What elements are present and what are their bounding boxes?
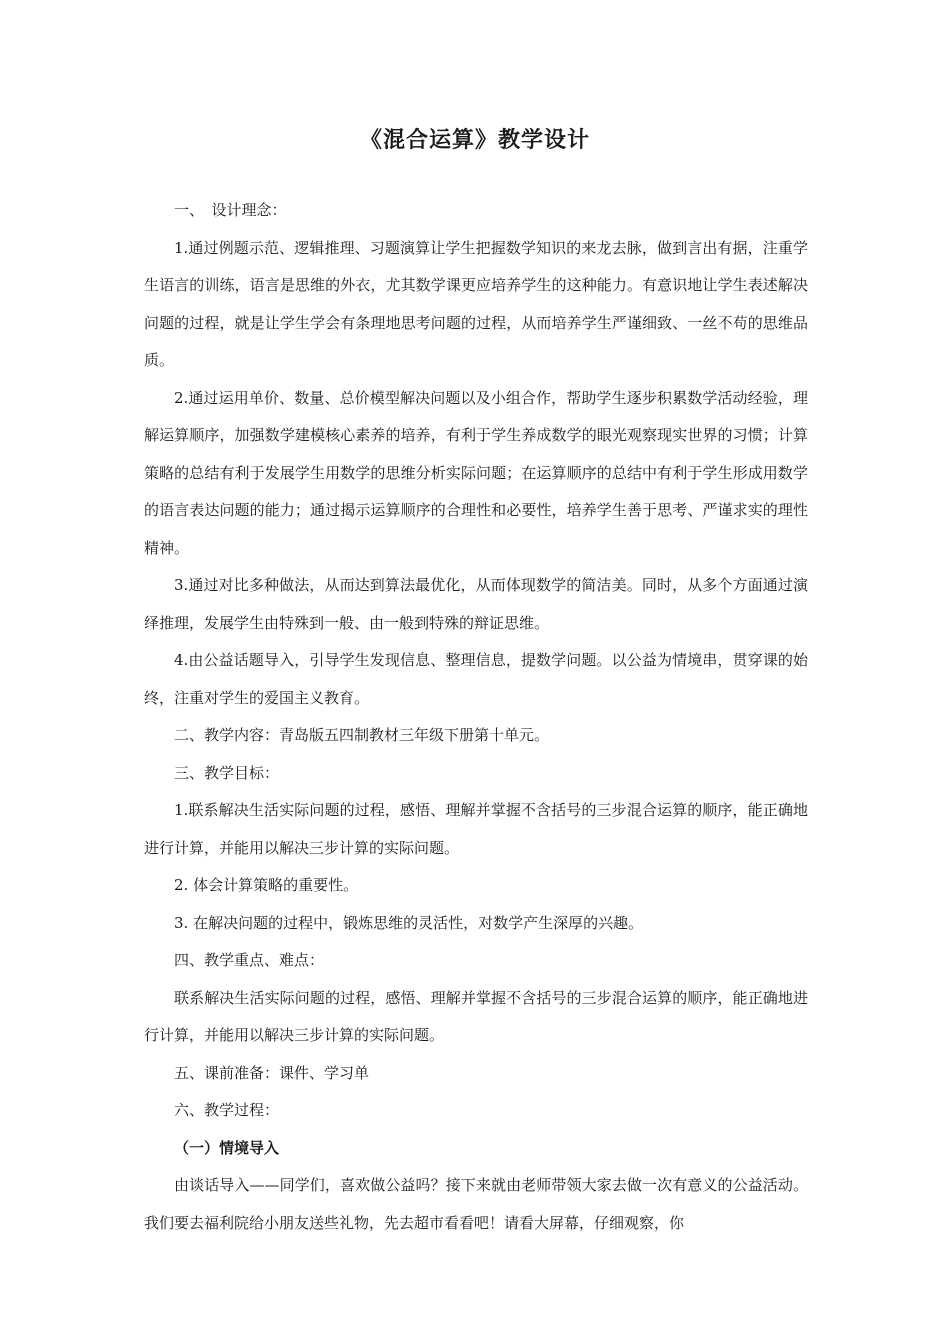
- subsection-heading-scenario-intro: （一）情境导入: [174, 1138, 280, 1157]
- paragraph: 联系解决生活实际问题的过程，感悟、理解并掌握不含括号的三步混合运算的顺序，能正确地进行计算，并能用以解决三步计算的实际问题。: [144, 988, 808, 1044]
- section-heading-design-concept: 一、 设计理念：: [174, 201, 287, 219]
- paragraph: 4.由公益话题导入，引导学生发现信息、整理信息，提数学问题。以公益为情境串，贯穿课的始终，注重对学生的爱国主义教育。: [144, 651, 808, 707]
- paragraph: 2.通过运用单价、数量、总价模型解决问题以及小组合作，帮助学生逐步积累数学活动经验，理解运算顺序，加强数学建模核心素养的培养，有利于学生养成数学的眼光观察现实世界的习惯；计算策略的总结有利于发展学生用数学的思维分析实际问题；在运算顺序的总结中有利于学生形成用数学的语言表达问题的能力；通过揭示运算顺序的合理性和必要性，培养学生善于思考、严谨求实的理性精神。: [144, 388, 808, 557]
- paragraph: 由谈话导入——同学们，喜欢做公益吗？接下来就由老师带领大家去做一次有意义的公益活动。我们要去福利院给小朋友送些礼物，先去超市看看吧！请看大屏幕，仔细观察，你: [144, 1176, 808, 1232]
- section-heading-teaching-process: 六、教学过程：: [174, 1101, 280, 1119]
- section-heading-teaching-goals: 三、教学目标：: [174, 763, 280, 782]
- paragraph: 1.联系解决生活实际问题的过程，感悟、理解并掌握不含括号的三步混合运算的顺序，能正确地进行计算，并能用以解决三步计算的实际问题。: [144, 801, 808, 857]
- paragraph: 2. 体会计算策略的重要性。: [174, 876, 359, 894]
- paragraph: 1.通过例题示范、逻辑推理、习题演算让学生把握数学知识的来龙去脉，做到言出有据，注重学生语言的训练，语言是思维的外衣，尤其数学课更应培养学生的这种能力。有意识地让学生表述解决问题的过程，就是让学生学会有条理地思考问题的过程，从而培养学生严谨细致、一丝不苟的思维品质。: [144, 238, 808, 369]
- section-heading-teaching-content: 二、教学内容：青岛版五四制教材三年级下册第十单元。: [174, 726, 550, 744]
- document-title: 《混合运算》教学设计: [359, 127, 590, 153]
- paragraph: 3. 在解决问题的过程中，锻炼思维的灵活性，对数学产生深厚的兴趣。: [174, 913, 644, 932]
- section-heading-key-points: 四、教学重点、难点：: [174, 951, 325, 969]
- section-heading-preparation: 五、课前准备：课件、学习单: [174, 1063, 370, 1082]
- document-body: [144, 192, 808, 1242]
- paragraph: 3.通过对比多种做法，从而达到算法最优化，从而体现数学的简洁美。同时，从多个方面通过演绎推理，发展学生由特殊到一般、由一般到特殊的辩证思维。: [144, 576, 808, 632]
